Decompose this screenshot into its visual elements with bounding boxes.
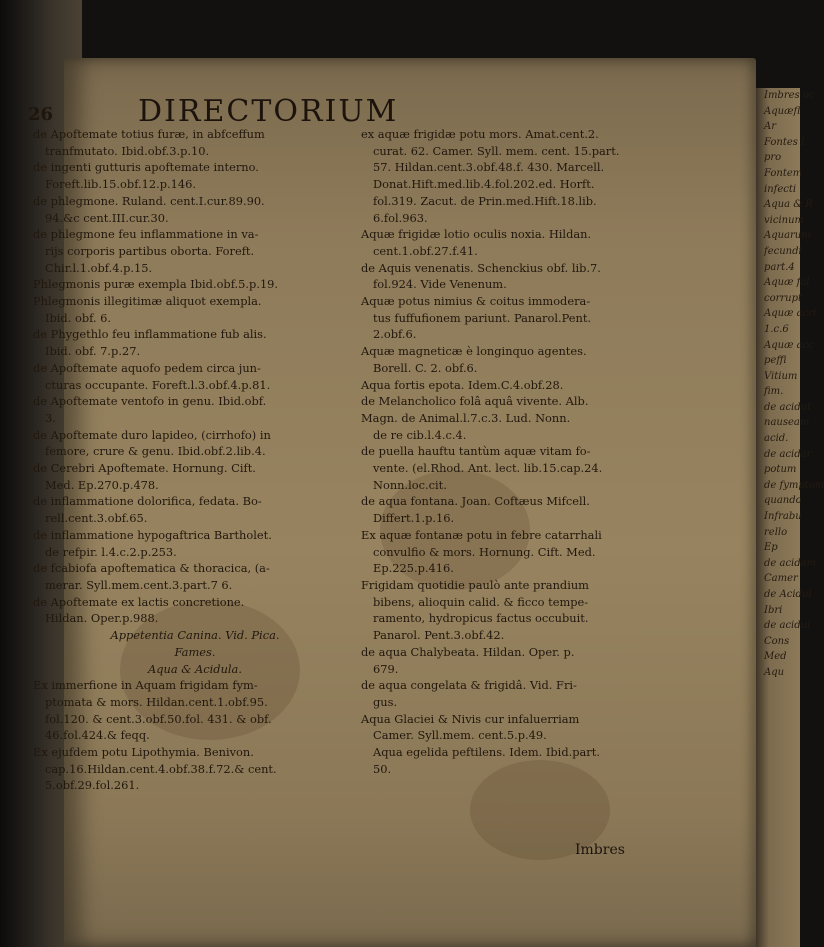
text-line: de fcabiofa apoftematica & thoracica, (a- bbox=[33, 561, 270, 576]
facing-page-text: Aqua & R bbox=[764, 199, 813, 211]
facing-page-text: de acidam bbox=[764, 557, 817, 569]
text-line: de inflammatione hypogaftrica Bartholet. bbox=[33, 527, 272, 542]
text-line: de ingenti gutturis apoftemate interno. bbox=[33, 160, 259, 175]
facing-page-text: Aqu bbox=[764, 666, 785, 678]
facing-page-text: de acidul bbox=[764, 620, 811, 632]
text-line: de Apoftemate ex lactis concretione. bbox=[33, 594, 245, 609]
facing-page-text: Aquæfl bbox=[764, 105, 801, 117]
text-line: Hildan. Oper.p.988. bbox=[45, 611, 159, 626]
facing-page-text: de acidar bbox=[764, 448, 812, 460]
text-line: ptomata & mors. Hildan.cent.1.obf.95. bbox=[45, 694, 268, 709]
text-line: convulfio & mors. Hornung. Cift. Med. bbox=[373, 544, 596, 559]
facing-page-text: Fontem bbox=[764, 167, 803, 179]
text-line: Phlegmonis puræ exempla Ibid.obf.5.p.19. bbox=[33, 277, 279, 292]
text-line: fol.120. & cent.3.obf.50.fol. 431. & obf. bbox=[45, 711, 272, 726]
text-line: Aqua & Acidula. bbox=[148, 661, 242, 676]
text-line: de phlegmone. Ruland. cent.I.cur.89.90. bbox=[33, 193, 265, 208]
text-line: cturas occupante. Foreft.l.3.obf.4.p.81. bbox=[45, 377, 271, 392]
text-line: de inflammatione dolorifica, fedata. Bo- bbox=[33, 494, 262, 509]
text-line: 679. bbox=[373, 661, 399, 676]
facing-page-text: quando bbox=[764, 495, 802, 507]
text-line: de Apoftemate ventofo in genu. Ibid.obf. bbox=[33, 394, 267, 409]
facing-page-text: infecti bbox=[764, 183, 797, 195]
facing-page-text: Cons bbox=[764, 635, 790, 647]
text-line: Frigidam quotidie paulò ante prandium bbox=[361, 577, 589, 592]
facing-page-text: de Acidul bbox=[764, 589, 812, 600]
text-line: rijs corporis partibus oborta. Foreft. bbox=[45, 243, 255, 258]
facing-page-text: Aquæ acc bbox=[764, 339, 814, 351]
facing-page-text: peffi bbox=[764, 355, 787, 367]
text-line: Donat.Hift.med.lib.4.fol.202.ed. Horft. bbox=[373, 177, 595, 192]
facing-page-text: acid. bbox=[764, 433, 789, 445]
text-line: ex aquæ frigidæ potu mors. Amat.cent.2. bbox=[361, 127, 599, 141]
facing-page-text: 1.c.6 bbox=[764, 323, 789, 335]
text-line: Appetentia Canina. Vid. Pica. bbox=[110, 628, 280, 643]
facing-page-text: Aquæ acri bbox=[764, 308, 817, 320]
text-line: Ex ejufdem potu Lipothymia. Benivon. bbox=[33, 745, 254, 760]
facing-page-text: Ibri bbox=[764, 604, 783, 616]
text-line: 94.&c cent.III.cur.30. bbox=[45, 210, 169, 225]
text-line: de Aquis venenatis. Schenckius obf. lib.7. bbox=[361, 260, 601, 275]
text-line: 6.fol.963. bbox=[373, 210, 428, 225]
facing-page-text: de fymptom bbox=[764, 479, 824, 491]
page-number: 26 bbox=[28, 104, 54, 125]
facing-page-text: Aquæ fal bbox=[764, 277, 810, 289]
facing-page-text: Infrabu bbox=[764, 511, 802, 523]
text-line: curat. 62. Camer. Syll. mem. cent. 15.part. bbox=[373, 143, 620, 158]
text-line: Magn. de Animal.l.7.c.3. Lud. Nonn. bbox=[361, 410, 571, 425]
facing-page-text: Med bbox=[764, 651, 787, 663]
text-line: de phlegmone feu inflammatione in va- bbox=[33, 227, 259, 242]
text-line: merar. Syll.mem.cent.3.part.7 6. bbox=[45, 577, 233, 592]
facing-page-text: potum bbox=[764, 464, 797, 476]
text-line: cap.16.Hildan.cent.4.obf.38.f.72.& cent. bbox=[45, 761, 277, 776]
facing-page-text: rello bbox=[764, 526, 788, 538]
text-line: de refpir. l.4.c.2.p.253. bbox=[45, 544, 177, 559]
text-line: de Apoftemate aquofo pedem circa jun- bbox=[33, 360, 261, 375]
text-line: Borell. C. 2. obf.6. bbox=[373, 360, 478, 375]
text-line: Ep.225.p.416. bbox=[373, 561, 454, 576]
text-line: de aqua congelata & frigidâ. Vid. Fri- bbox=[361, 678, 577, 693]
text-line: de Apoftemate totius furæ, in abfceffum bbox=[33, 127, 265, 141]
text-line: Aqua Glaciei & Nivis cur infaluerriam bbox=[361, 711, 580, 726]
facing-page-text: vicinum bbox=[764, 214, 805, 226]
text-line: Ibid. obf. 6. bbox=[45, 310, 112, 325]
text-line: 5.obf.29.fol.261. bbox=[45, 778, 140, 793]
facing-page-text: Ar bbox=[764, 121, 777, 133]
text-line: cent.1.obf.27.f.41. bbox=[373, 243, 478, 258]
text-line: de aqua fontana. Joan. Coftæus Mifcell. bbox=[361, 494, 590, 509]
text-line: Aqua fortis epota. Idem.C.4.obf.28. bbox=[361, 377, 564, 392]
text-line: Med. Ep.270.p.478. bbox=[45, 477, 159, 492]
text-line: fol.924. Vide Venenum. bbox=[373, 277, 507, 292]
facing-page-text: part.4 bbox=[764, 261, 795, 273]
text-line: Foreft.lib.15.obf.12.p.146. bbox=[45, 177, 197, 192]
right-column bbox=[361, 126, 691, 777]
text-line: Panarol. Pent.3.obf.42. bbox=[373, 628, 505, 643]
text-line: rell.cent.3.obf.65. bbox=[45, 511, 148, 526]
text-line: Aquæ magneticæ è longinquo agentes. bbox=[361, 344, 587, 359]
facing-page-text: fecundi bbox=[764, 245, 802, 257]
left-column bbox=[33, 126, 357, 794]
text-line: Chir.l.1.obf.4.p.15. bbox=[45, 260, 153, 275]
text-line: tranfmutato. Ibid.obf.3.p.10. bbox=[45, 143, 210, 158]
text-line: bibens, alioquin calid. & ficco tempe- bbox=[373, 594, 589, 609]
text-line: de Cerebri Apoftemate. Hornung. Cift. bbox=[33, 461, 256, 476]
facing-page-text: pro bbox=[764, 152, 782, 164]
facing-page-text: Aquarum bbox=[764, 230, 811, 242]
text-line: de puella hauftu tantùm aquæ vitam fo- bbox=[361, 444, 591, 459]
text-line: Phlegmonis illegitimæ aliquot exempla. bbox=[33, 294, 262, 309]
text-line: Aqua egelida peftilens. Idem. Ibid.part. bbox=[373, 745, 600, 760]
text-line: Differt.1.p.16. bbox=[373, 511, 455, 526]
text-line: de Phygethlo feu inflammatione fub alis. bbox=[33, 327, 267, 342]
text-line: 50. bbox=[373, 761, 392, 776]
text-line: 2.obf.6. bbox=[373, 327, 417, 342]
facing-page-text: Ep bbox=[764, 542, 778, 554]
text-line: Ibid. obf. 7.p.27. bbox=[45, 344, 141, 359]
text-line: Aquæ potus nimius & coitus immodera- bbox=[361, 294, 591, 309]
text-line: Ex aquæ fontanæ potu in febre catarrhali bbox=[361, 527, 602, 542]
text-line: Camer. Syll.mem. cent.5.p.49. bbox=[373, 728, 547, 743]
text-line: femore, crure & genu. Ibid.obf.2.lib.4. bbox=[45, 444, 266, 459]
text-line: Fames. bbox=[174, 644, 216, 659]
catchword: Imbres bbox=[575, 842, 625, 858]
running-head: DIRECTORIUM bbox=[138, 94, 399, 129]
facing-page-text: nauseam bbox=[764, 417, 810, 429]
text-line: Ex immerfione in Aquam frigidam fym- bbox=[33, 678, 258, 693]
facing-page-text: de acidul bbox=[764, 401, 811, 413]
text-line: gus. bbox=[373, 694, 398, 709]
text-line: tus fuffufionem pariunt. Panarol.Pent. bbox=[373, 310, 592, 325]
text-line: 46.fol.424.& feqq. bbox=[45, 728, 150, 743]
text-line: Aquæ frigidæ lotio oculis noxia. Hildan. bbox=[361, 227, 592, 242]
facing-page-text: Camer bbox=[764, 573, 798, 585]
text-line: de re cib.l.4.c.4. bbox=[373, 427, 467, 442]
facing-page-text: Fontes l bbox=[764, 136, 805, 148]
text-line: de Melancholico folâ aquâ vivente. Alb. bbox=[361, 394, 589, 409]
text-line: fol.319. Zacut. de Prin.med.Hift.18.lib. bbox=[373, 193, 597, 208]
facing-page-text: Imbres oc bbox=[764, 90, 815, 101]
text-line: 57. Hildan.cent.3.obf.48.f. 430. Marcell. bbox=[373, 160, 605, 175]
facing-page-text: corrupt bbox=[764, 292, 803, 304]
text-line: Nonn.loc.cit. bbox=[373, 477, 447, 492]
text-line: vente. (el.Rhod. Ant. lect. lib.15.cap.24. bbox=[373, 461, 603, 476]
text-line: ramento, hydropicus factus occubuit. bbox=[373, 611, 589, 626]
text-line: de aqua Chalybeata. Hildan. Oper. p. bbox=[361, 644, 575, 659]
text-line: de Apoftemate duro lapideo, (cirrhofo) in bbox=[33, 427, 271, 442]
facing-page-text: fim. bbox=[764, 386, 784, 398]
text-line: 3. bbox=[45, 410, 56, 425]
facing-page-fragment bbox=[756, 88, 824, 947]
facing-page-text: Vitium bbox=[764, 370, 798, 382]
